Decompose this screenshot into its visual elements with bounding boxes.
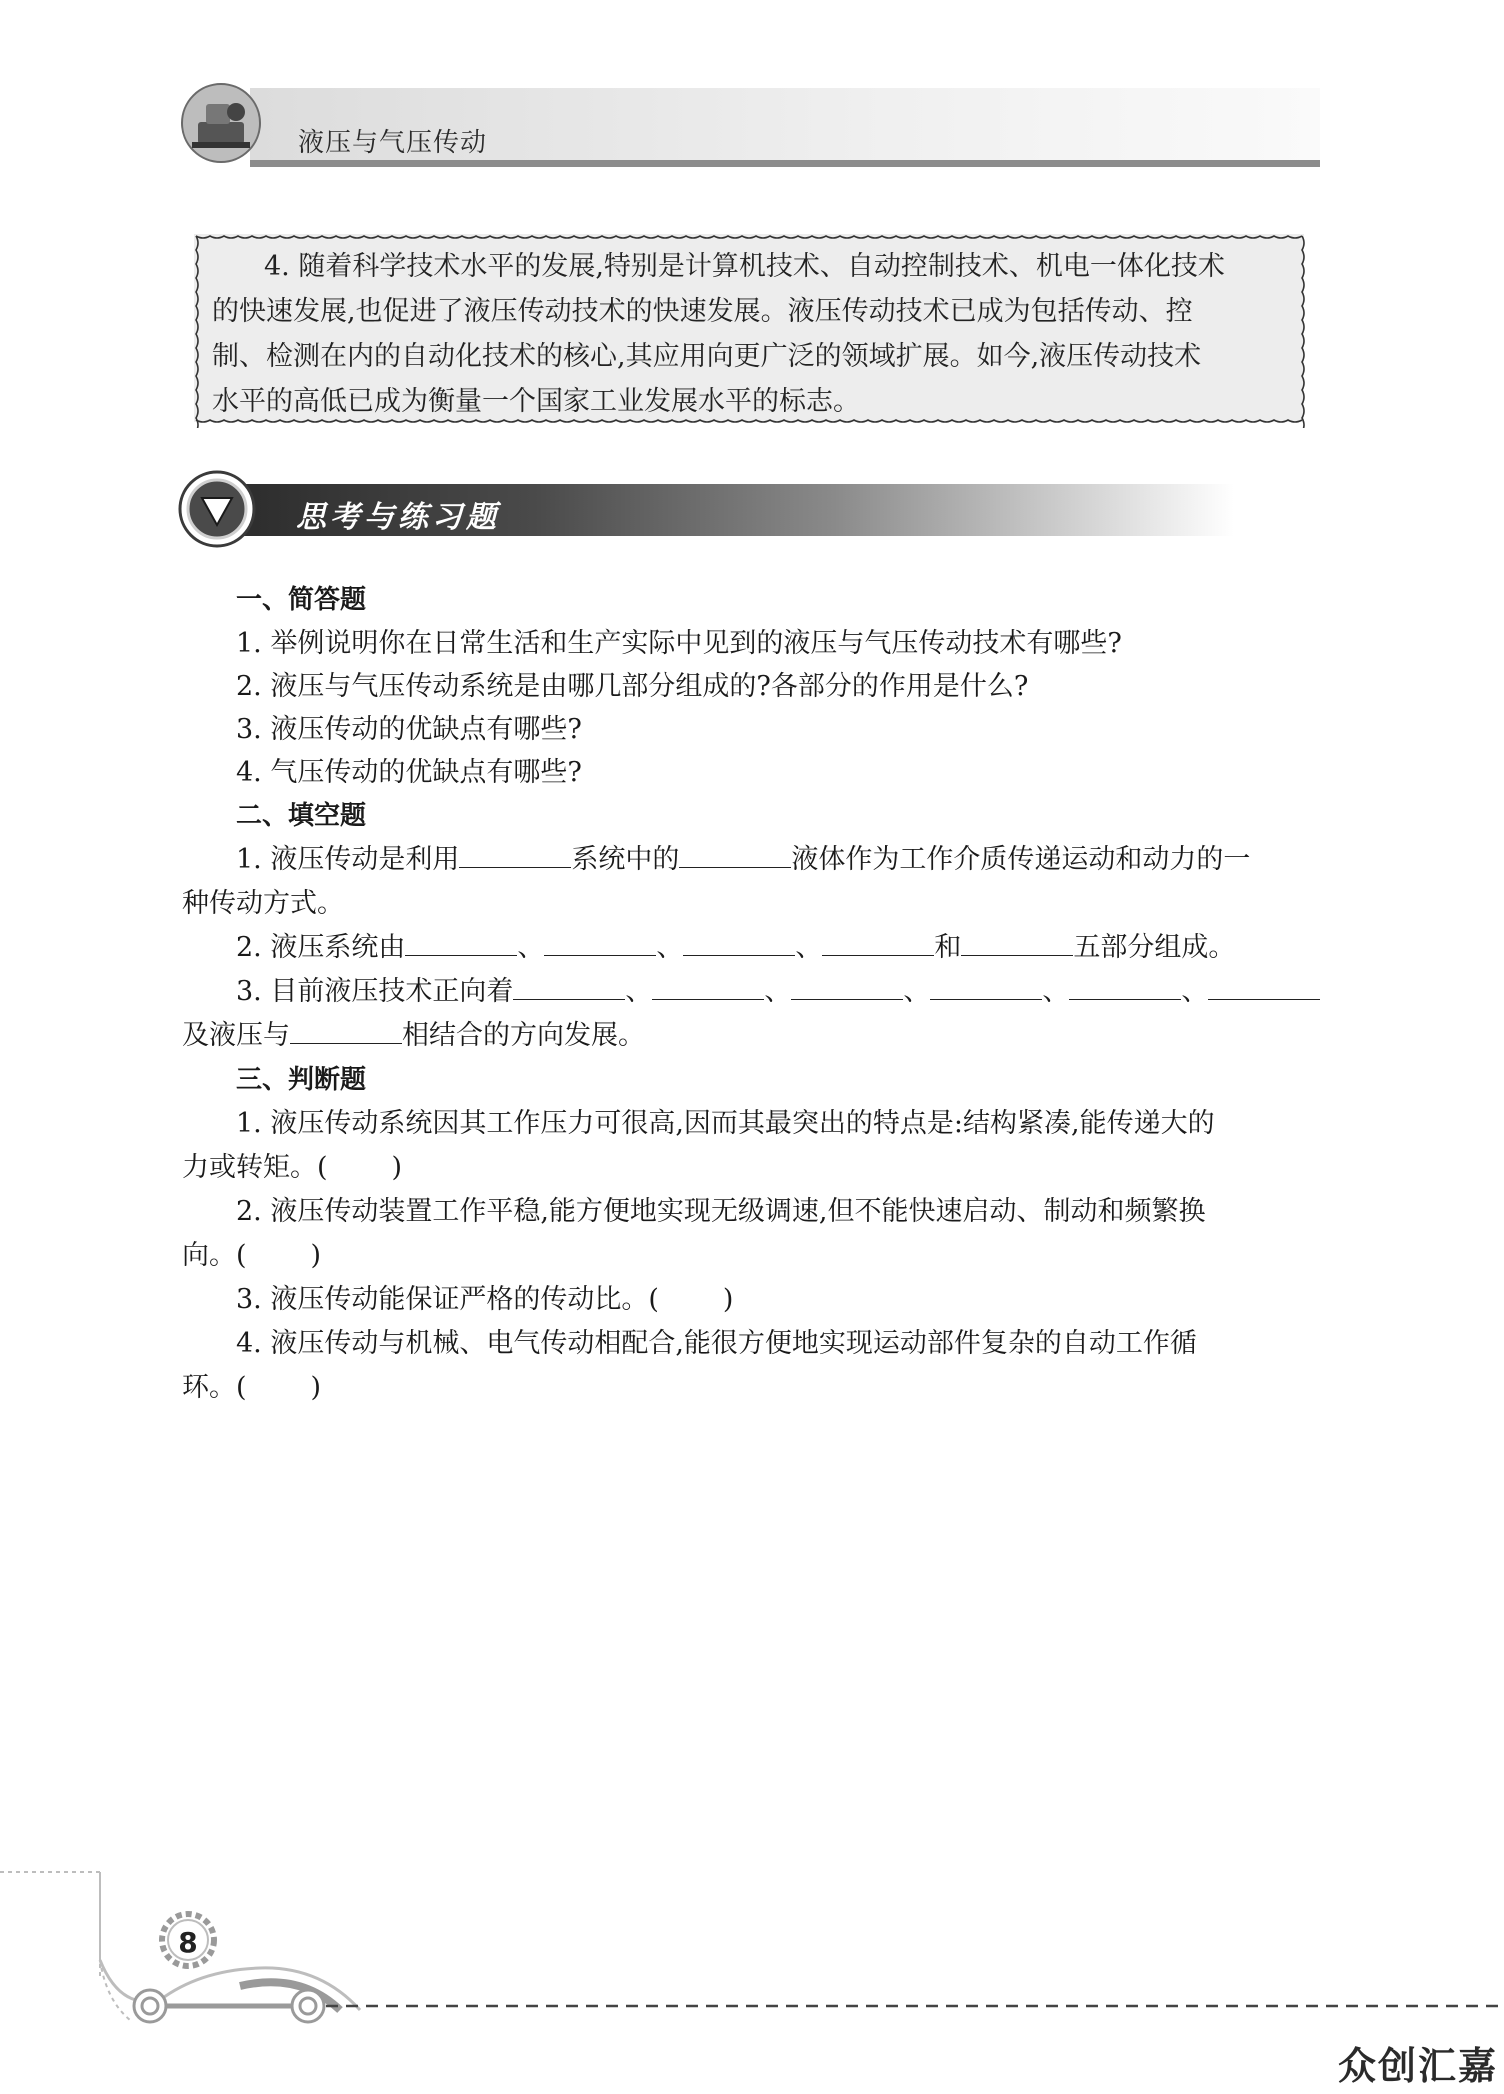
- separator: 、: [795, 932, 823, 963]
- answer-blank[interactable]: [822, 927, 934, 956]
- bracket-close: ): [722, 1284, 734, 1315]
- judge-question-1: [182, 1102, 1322, 1190]
- question-text: 相结合的方向发展。: [402, 1020, 645, 1051]
- page-number: 8: [178, 1926, 198, 1959]
- question-text: 液体作为工作介质传递运动和动力的一: [791, 844, 1251, 875]
- question-text: 种传动方式。: [182, 888, 344, 919]
- short-answer-question: 3. 液压传动的优缺点有哪些?: [236, 714, 582, 745]
- question-text: 1. 液压传动是利用: [236, 844, 460, 875]
- separator: 、: [903, 976, 931, 1007]
- judge-question-2: [182, 1190, 1322, 1278]
- book-title: 液压与气压传动: [298, 128, 488, 158]
- answer-blank[interactable]: [961, 927, 1073, 956]
- note-box: [188, 228, 1310, 428]
- answer-blank[interactable]: [459, 839, 571, 868]
- answer-blank[interactable]: [930, 971, 1042, 1000]
- section-title: 思考与练习题: [296, 500, 500, 535]
- short-answer-question: 4. 气压传动的优缺点有哪些?: [236, 757, 582, 788]
- question-text: 力或转矩。(: [182, 1152, 328, 1183]
- triangle-down-icon: [178, 470, 256, 548]
- question-text: 系统中的: [571, 844, 680, 875]
- note-text: [212, 244, 1284, 424]
- separator: 、: [656, 932, 684, 963]
- header-rule: [250, 160, 1320, 167]
- answer-blank[interactable]: [791, 971, 903, 1000]
- separator: 、: [1042, 976, 1070, 1007]
- short-answer-question: 2. 液压与气压传动系统是由哪几部分组成的?各部分的作用是什么?: [236, 671, 1029, 702]
- question-text: 1. 液压传动系统因其工作压力可很高,因而其最突出的特点是:结构紧凑,能传递大的: [236, 1108, 1215, 1139]
- separator: 、: [517, 932, 545, 963]
- separator: 、: [764, 976, 792, 1007]
- answer-blank[interactable]: [405, 927, 517, 956]
- fill-blank-question-1: [182, 838, 1322, 926]
- question-text: 向。(: [182, 1240, 247, 1271]
- exercises: [182, 578, 1322, 1410]
- note-line: 水平的高低已成为衡量一个国家工业发展水平的标志。: [212, 386, 860, 417]
- question-text: 2. 液压系统由: [236, 932, 406, 963]
- answer-blank[interactable]: [1069, 971, 1181, 1000]
- answer-blank[interactable]: [652, 971, 764, 1000]
- fill-blank-heading: 二、填空题: [236, 801, 367, 831]
- short-answer-heading: 一、简答题: [236, 585, 367, 615]
- question-text: 2. 液压传动装置工作平稳,能方便地实现无级调速,但不能快速启动、制动和频繁换: [236, 1196, 1206, 1227]
- note-line: 4. 随着科学技术水平的发展,特别是计算机技术、自动控制技术、机电一体化技术: [264, 251, 1225, 282]
- car-outline-icon: [0, 1860, 1504, 2094]
- note-line: 制、检测在内的自动化技术的核心,其应用向更广泛的领域扩展。如今,液压传动技术: [212, 341, 1202, 372]
- answer-blank[interactable]: [290, 1015, 402, 1044]
- judge-question-4: [182, 1322, 1322, 1410]
- answer-blank[interactable]: [544, 927, 656, 956]
- separator: 、: [1181, 976, 1209, 1007]
- question-text: 环。(: [182, 1372, 247, 1403]
- judge-heading: 三、判断题: [236, 1065, 367, 1095]
- short-answer-question: 1. 举例说明你在日常生活和生产实际中见到的液压与气压传动技术有哪些?: [236, 628, 1122, 659]
- fill-blank-question-3: [182, 970, 1322, 1058]
- answer-blank[interactable]: [1208, 971, 1320, 1000]
- bracket-close: ): [391, 1152, 403, 1183]
- question-text: 4. 液压传动与机械、电气传动相配合,能很方便地实现运动部件复杂的自动工作循: [236, 1328, 1197, 1359]
- question-text: 及液压与: [182, 1020, 290, 1051]
- answer-blank[interactable]: [513, 971, 625, 1000]
- judge-question-3: [182, 1278, 1322, 1322]
- separator: 、: [625, 976, 653, 1007]
- answer-blank[interactable]: [683, 927, 795, 956]
- fill-blank-question-2: [182, 926, 1322, 970]
- watermark: 众创汇嘉: [1337, 2044, 1498, 2088]
- section-banner: [178, 470, 1208, 550]
- note-line: 的快速发展,也促进了液压传动技术的快速发展。液压传动技术已成为包括传动、控: [212, 296, 1193, 327]
- question-text: 五部分组成。: [1073, 932, 1236, 963]
- machine-icon: [180, 82, 262, 164]
- question-text: 3. 目前液压技术正向着: [236, 976, 514, 1007]
- bracket-close: ): [310, 1372, 322, 1403]
- answer-blank[interactable]: [679, 839, 791, 868]
- question-text: 3. 液压传动能保证严格的传动比。(: [236, 1284, 659, 1315]
- bracket-close: ): [310, 1240, 322, 1271]
- page-footer: [0, 1860, 1504, 2094]
- conjunction: 和: [934, 932, 962, 963]
